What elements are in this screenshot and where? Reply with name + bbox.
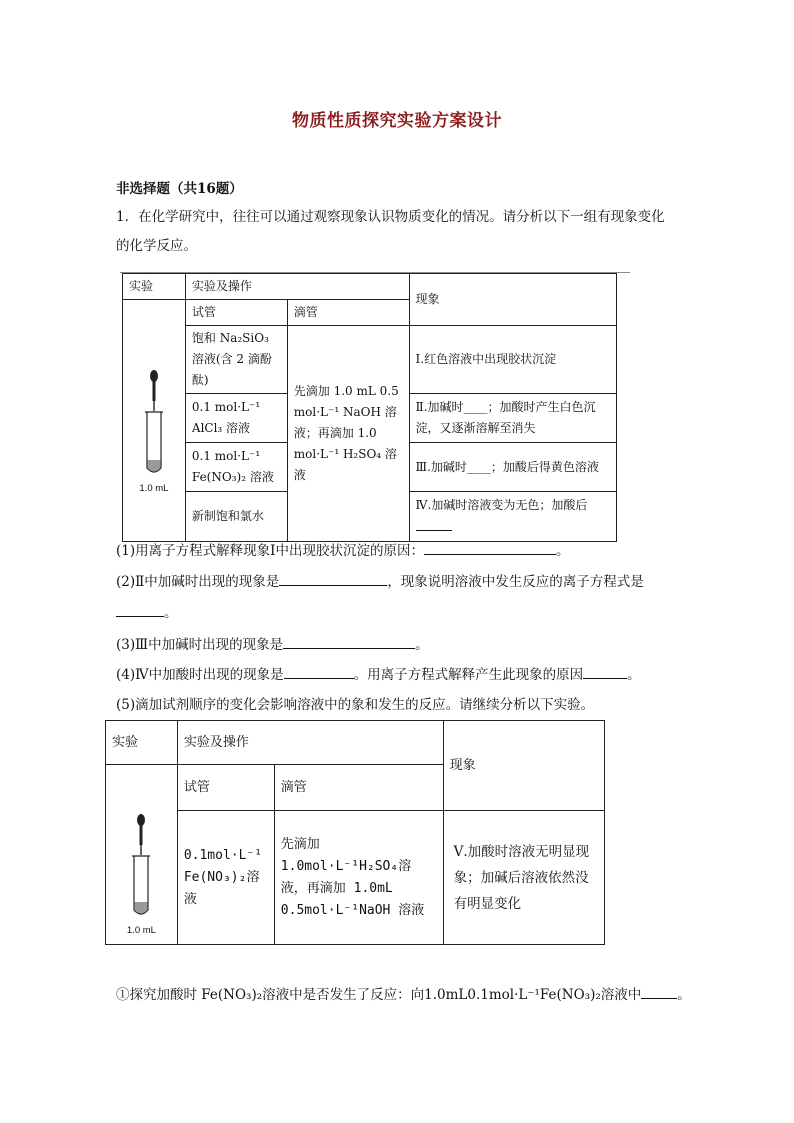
answer-blank-1[interactable] — [424, 540, 556, 555]
t2-phenomenon: Ⅴ.加酸时溶液无明显现象；加碱后溶液依然没有明显变化 — [443, 811, 604, 945]
page-title: 物质性质探究实验方案设计 — [292, 111, 502, 131]
answer-blank-last[interactable] — [641, 984, 677, 999]
t2-header-operation: 实验及操作 — [177, 721, 443, 765]
t2-header-tube: 试管 — [177, 765, 274, 811]
sub-question-4: (4)Ⅳ中加酸时出现的现象是 。用离子方程式解释产生此现象的原因 。 — [116, 664, 641, 685]
experiment-table-1 — [122, 273, 617, 542]
t1-dropper: 先滴加 1.0 mL 0.5 mol·L⁻¹ NaOH 溶液；再滴加 1.0 mol·L⁻¹ H₂SO₄ 溶液 — [287, 326, 409, 542]
t2-header-dropper: 滴管 — [274, 765, 443, 811]
answer-blank-4a[interactable] — [284, 664, 354, 679]
answer-blank[interactable] — [416, 516, 452, 531]
t2-dropper: 先滴加 1.0mol·L⁻¹H₂SO₄溶液，再滴加 1.0mL 0.5mol·L⁻¹NaOH 溶液 — [274, 811, 443, 945]
t1-tube-row2: 0.1 mol·L⁻¹ AlCl₃ 溶液 — [185, 394, 287, 443]
t1-header-experiment: 实验 — [123, 274, 186, 300]
t1-phenomenon-row1: Ⅰ.红色溶液中出现胶状沉淀 — [409, 326, 616, 394]
t1-header-phenomenon: 现象 — [409, 274, 616, 326]
t1-header-tube: 试管 — [185, 300, 287, 326]
q1-intro-line2: 的化学反应。 — [116, 238, 197, 254]
t1-tube-row1: 饱和 Na₂SiO₃ 溶液(含 2 滴酚酞) — [185, 326, 287, 394]
t2-header-experiment: 实验 — [106, 721, 178, 765]
t1-phenomenon-row4-cell — [409, 492, 616, 542]
sub-question-1: (1)用离子方程式解释现象Ⅰ中出现胶状沉淀的原因： 。 — [116, 540, 569, 561]
t1-phenomenon-row3: Ⅲ.加碱时____；加酸后得黄色溶液 — [409, 443, 616, 492]
t1-header-dropper: 滴管 — [287, 300, 409, 326]
q1-intro-line1: 1．在化学研究中，往往可以通过观察现象认识物质变化的情况。请分析以下一组有现象变化 — [116, 209, 665, 225]
sub-question-3: (3)Ⅲ中加碱时出现的现象是 。 — [116, 634, 429, 655]
t1-phenomenon-row4: Ⅳ.加碱时溶液变为无色；加酸后 — [415, 498, 588, 512]
test-tube-dropper-icon — [121, 812, 161, 920]
test-tube-dropper-icon — [134, 368, 174, 478]
t2-header-phenomenon: 现象 — [443, 721, 604, 811]
answer-blank-2a[interactable] — [279, 571, 387, 586]
t2-tube: 0.1mol·L⁻¹ Fe(NO₃)₂溶液 — [177, 811, 274, 945]
t1-tube-row4: 新制饱和氯水 — [185, 492, 287, 542]
question-last: ①探究加酸时 Fe(NO₃)₂溶液中是否发生了反应：向1.0mL0.1mol·L⁻¹Fe(NO₃)₂溶液中 。 — [116, 984, 691, 1005]
experiment-table-2 — [105, 720, 605, 945]
t1-tube-caption: 1.0 mL — [139, 482, 169, 494]
sub-question-2: (2)Ⅱ中加碱时出现的现象是 ，现象说明溶液中发生反应的离子方程式是 — [116, 571, 644, 592]
t1-phenomenon-row2: Ⅱ.加碱时____；加酸时产生白色沉淀，又逐渐溶解至消失 — [409, 394, 616, 443]
t1-tube-row3: 0.1 mol·L⁻¹ Fe(NO₃)₂ 溶液 — [185, 443, 287, 492]
answer-blank-2b[interactable] — [116, 602, 164, 617]
answer-blank-3[interactable] — [283, 634, 415, 649]
t2-apparatus — [106, 811, 178, 945]
sub-question-5: (5)滴加试剂顺序的变化会影响溶液中的象和发生的反应。请继续分析以下实验。 — [116, 697, 595, 713]
section-heading: 非选择题（共16题） — [116, 181, 243, 197]
answer-blank-4b[interactable] — [583, 664, 627, 679]
t2-tube-caption: 1.0 mL — [126, 925, 156, 937]
t1-header-operation: 实验及操作 — [185, 274, 409, 300]
sub-question-2-cont: 。 — [116, 602, 178, 623]
t1-apparatus — [123, 326, 186, 542]
